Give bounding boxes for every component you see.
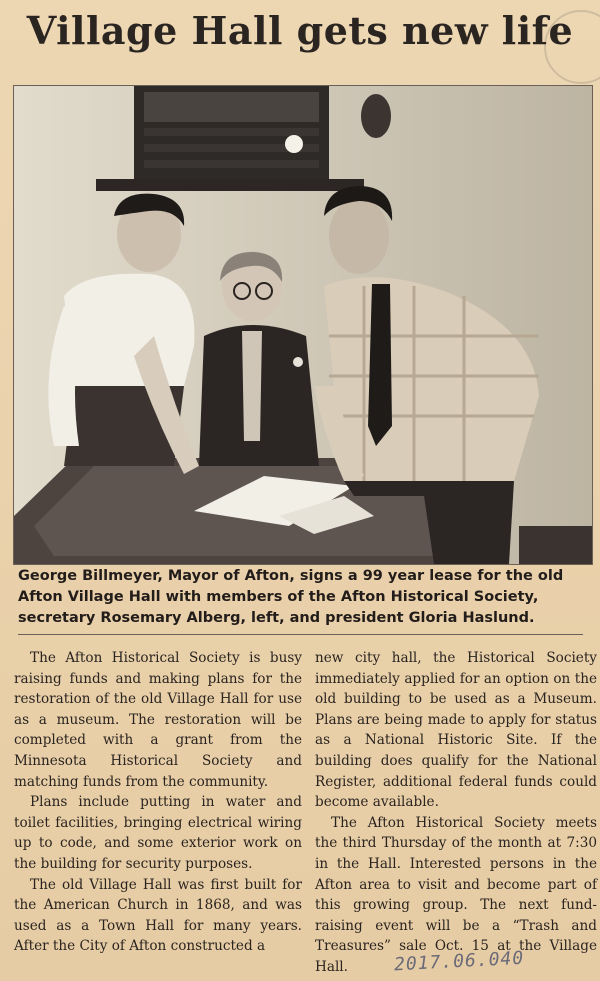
news-photo <box>13 85 593 565</box>
article-column-2 <box>315 648 597 978</box>
photo-caption: George Billmeyer, Mayor of Afton, signs a 99 year lease for the old Afton Village Hall with members of the Afton Historical Society, secretary Rosemary Alberg, left, and president Gloria Haslund. <box>18 568 564 626</box>
paragraph: new city hall, the Historical Society immediately applied for an option on the old building to be used as a Museum. Plans are being made to apply for status as a National Historic Site. If the building does qualify for the National Register, additional federal funds could become available. <box>315 650 597 811</box>
paragraph: The old Village Hall was first built for the American Church in 1868, and was used as a Town Hall for many years. After the City of Afton constructed a <box>14 876 302 955</box>
paragraph: The Afton Historical Society is busy raising funds and making plans for the restoration of the old Village Hall for use as a museum. The restoration will be completed with a grant from the Minnesota Historical Society and matching funds from the community. <box>14 650 302 790</box>
paragraph: Plans include putting in water and toilet facilities, bringing electrical wiring up to code, and some exterior work on the building for security purposes. <box>14 794 302 872</box>
caption-divider <box>18 634 583 635</box>
article-column-1 <box>14 648 302 957</box>
paragraph: The Afton Historical Society meets the third Thursday of the month at 7:30 in the Hall. Interested persons in the Afton area to visit and become part of this growing group. The next fund-raising event will be a “Trash and Treasures” sale Oct. 15 at the Village Hall. <box>315 814 597 975</box>
headline: Village Hall gets new life <box>26 8 574 53</box>
wall-plaque <box>361 94 391 138</box>
accession-number: 2017.06.040 <box>393 947 525 976</box>
photo-illustration <box>14 86 592 564</box>
